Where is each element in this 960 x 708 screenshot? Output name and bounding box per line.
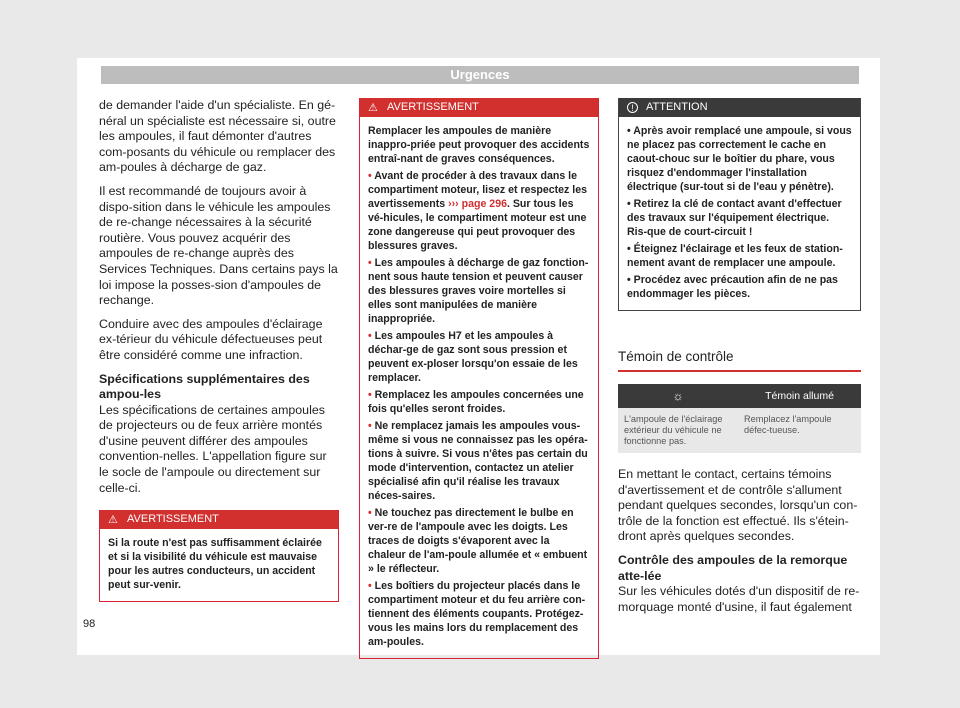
column-left — [99, 98, 339, 602]
warning-bullet: • Les boîtiers du projecteur placés dans le compartiment moteur et du feu arrière con-tiennent des éléments coupants. Protégez-vous les mains lors du remplacement des am-poules. — [368, 580, 586, 648]
warning-bullet: • Les ampoules H7 et les ampoules à déchar-ge de gaz sont sous pression et peuvent ex-ploser lorsqu'on essaie de les remplacer. — [368, 330, 578, 384]
bullet-icon: • — [368, 507, 375, 519]
warning-header — [360, 98, 598, 117]
subheading: Contrôle des ampoules de la remorque atte-lée — [618, 552, 848, 583]
warning-bullet: • Ne touchez pas directement le bulbe en ver-re de l'ampoule avec les doigts. Les traces de doigts s'évaporent avec la chaleur de l'am-poule allumée et « embuent » le réflecteur. — [368, 507, 588, 575]
warning-body — [100, 529, 338, 601]
warning-intro: Remplacer les ampoules de manière inappro-priée peut provoquer des accidents entraî-nant de graves conséquences. — [368, 125, 590, 165]
attention-bullet: • Après avoir remplacé une ampoule, si vous ne placez pas correctement le cache en caout-chouc sur le boîtier du phare, vous risquez d'endommager l'installation électrique (sur-tout si de l'eau y pénètre). — [627, 125, 852, 193]
page-number: 98 — [83, 618, 96, 630]
bullet-icon: • — [627, 125, 634, 137]
bullet-icon: • — [627, 198, 634, 210]
attention-bullet: • Éteignez l'éclairage et les feux de station-nement avant de remplacer une ampoule. — [627, 243, 843, 269]
column-right — [618, 98, 861, 623]
bullet-icon: • — [368, 170, 375, 182]
warning-bullet: • Remplacez les ampoules concernées une fois qu'elles seront froides. — [368, 389, 584, 415]
attention-header — [619, 98, 860, 117]
attention-box — [618, 98, 861, 311]
bullet-icon: • — [627, 274, 634, 286]
paragraph: de demander l'aide d'un spécialiste. En gé-néral un spécialiste est nécessaire si, outre les ampoules, il faut démonter d'autres com-posants du véhicule ou remplacer des am-poules à décharge de gaz. — [99, 98, 336, 175]
paragraph: Il est recommandé de toujours avoir à dispo-sition dans le véhicule les ampoules de re-change nécessaires à la sécurité routière. Vous pouvez acquérir des ampoules de re-change auprès des Services Techniques. Dans certains pays la loi impose la posses-sion d'ampoules de rechange. — [99, 183, 338, 308]
warning-bullet: • Les ampoules à décharge de gaz fonction-nent sous haute tension et peuvent causer des blessures graves voire mortelles si elles sont manipulées de manière inappropriée. — [368, 257, 589, 325]
chapter-header: Urgences — [101, 66, 859, 84]
warning-bullet: • Avant de procéder à des travaux dans le compartiment moteur, lisez et respectez les avertissements ››› page 296. Sur tous les vé-hicules, le compartiment moteur est une zone dangereuse qui peut provoquer des blessures graves. — [368, 170, 588, 252]
warning-body — [360, 117, 598, 658]
section-title: Témoin de contrôle — [618, 349, 861, 372]
attention-bullet: • Procédez avec précaution afin de ne pas endommager les pièces. — [627, 274, 838, 300]
warning-bullet: • Ne remplacez jamais les ampoules vous-même si vous ne connaissez pas les opéra-tions à suivre. Si vous n'êtes pas certain du mode d'intervention, contactez un atelier spécialisé afin qu'il réalise les travaux néces-saires. — [368, 420, 588, 502]
attention-bullet: • Retirez la clé de contact avant d'effectuer des travaux sur l'équipement électrique. Ris-que de court-circuit ! — [627, 198, 842, 238]
bullet-icon: • — [368, 257, 375, 269]
bullet-icon: • — [368, 580, 375, 592]
paragraph: En mettant le contact, certains témoins d'avertissement et de contrôle s'allument pendant quelques secondes, lorsqu'un con-trôle de la fonction est effectué. Ils s'étein-dront après quelques secondes. — [618, 467, 858, 544]
table-cell: Remplacez l'ampoule défec-tueuse. — [738, 408, 861, 453]
table-header-cell: Témoin allumé — [738, 384, 861, 408]
warning-header — [100, 510, 338, 529]
bulb-warning-icon: ☼ — [672, 389, 684, 403]
bullet-icon: • — [368, 389, 375, 401]
paragraph: Les spécifications de certaines ampoules de projecteurs ou de feux arrière montés d'usine peuvent différer des ampoules convention-nelles. L'appellation figure sur le socle de l'ampoule ou directement sur celle-ci. — [99, 402, 327, 495]
bullet-icon: • — [368, 330, 375, 342]
bullet-icon: • — [368, 420, 375, 432]
warning-title: AVERTISSEMENT — [127, 513, 219, 526]
document-page — [77, 58, 880, 655]
column-middle — [359, 98, 599, 659]
warning-triangle-icon: ⚠ — [368, 101, 378, 114]
warning-text: Si la route n'est pas suffisamment éclairée et si la visibilité du véhicule est mauvaise pour les autres conducteurs, un accident peut sur-venir. — [108, 537, 322, 592]
exclamation-circle-icon: ! — [627, 102, 638, 113]
paragraph: Sur les véhicules dotés d'un dispositif de re-morquage monté d'usine, il faut également — [618, 584, 860, 614]
subheading: Spécifications supplémentaires des ampou-les — [99, 371, 310, 402]
table-header-row — [618, 384, 861, 408]
warning-box — [359, 98, 599, 659]
attention-body — [619, 117, 860, 310]
warning-box — [99, 510, 339, 602]
warning-triangle-icon: ⚠ — [108, 513, 118, 526]
indicator-table — [618, 384, 861, 453]
page-reference-link[interactable]: ››› page 296 — [448, 198, 507, 210]
warning-title: AVERTISSEMENT — [387, 101, 479, 113]
paragraph: Conduire avec des ampoules d'éclairage ex-térieur du véhicule défectueuses peut être considéré comme une infraction. — [99, 316, 323, 362]
table-header-icon-cell — [618, 384, 738, 408]
table-cell: L'ampoule de l'éclairage extérieur du véhicule ne fonctionne pas. — [618, 408, 738, 453]
attention-title: ATTENTION — [646, 101, 708, 113]
bullet-icon: • — [627, 243, 634, 255]
table-row — [618, 408, 861, 453]
